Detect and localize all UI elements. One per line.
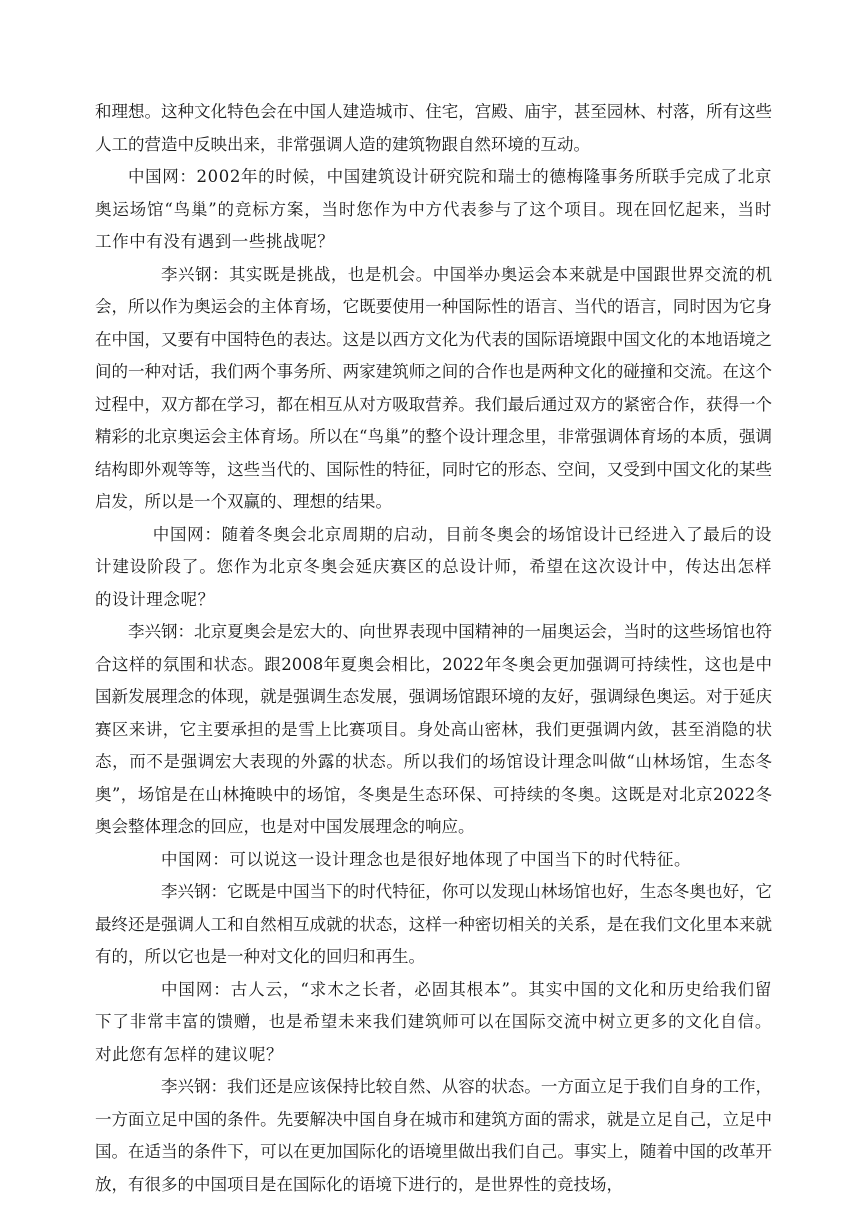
paragraph-question-winter-olympics: 中国网：随着冬奥会北京周期的启动，目前冬奥会的场馆设计已经进入了最后的设计建设阶段了。您作为北京冬奥会延庆赛区的总设计师，希望在这次设计中，传达出怎样的设计理念呢？ [95, 524, 772, 609]
paragraph-culture-continued: 和理想。这种文化特色会在中国人建造城市、住宅，宫殿、庙宇，甚至园林、村落，所有这些人工的营造中反映出来，非常强调人造的建筑物跟自然环境的互动。 [95, 102, 772, 154]
document-page [95, 96, 772, 1201]
paragraph-answer-era-features: 李兴钢：它既是中国当下的时代特征，你可以发现山林场馆也好，生态冬奥也好，它最终还是强调人工和自然相互成就的状态，这样一种密切相关的关系，是在我们文化里本来就有的，所以它也是一种对文化的回归和再生。 [95, 882, 772, 966]
paragraph-question-birds-nest: 中国网：2002年的时候，中国建筑设计研究院和瑞士的德梅隆事务所联手完成了北京奥运场馆“鸟巢”的竞标方案，当时您作为中方代表参与了这个项目。现在回忆起来，当时工作中有没有遇到一些挑战呢？ [95, 167, 772, 251]
paragraph-answer-birds-nest: 李兴钢：其实既是挑战，也是机会。中国举办奥运会本来就是中国跟世界交流的机会，所以作为奥运会的主体育场，它既要使用一种国际性的语言、当代的语言，同时因为它身在中国，又要有中国特色的表达。这是以西方文化为代表的国际语境跟中国文化的本地语境之间的一种对话，我们两个事务所、两家建筑师之间的合作也是两种文化的碰撞和交流。在这个过程中，双方都在学习，都在相互从对方吸取营养。我们最后通过双方的紧密合作，获得一个精彩的北京奥运会主体育场。所以在“鸟巢”的整个设计理念里，非常强调体育场的本质，强调结构即外观等等，这些当代的、国际性的特征，同时它的形态、空间，又受到中国文化的某些启发，所以是一个双赢的、理想的结果。 [95, 264, 772, 511]
paragraph-question-era-features: 中国网：可以说这一设计理念也是很好地体现了中国当下的时代特征。 [161, 849, 692, 869]
paragraph-answer-cultural-confidence: 李兴钢：我们还是应该保持比较自然、从容的状态。一方面立足于我们自身的工作，一方面立足中国的条件。先要解决中国自身在城市和建筑方面的需求，就是立足自己，立足中国。在适当的条件下，可以在更加国际化的语境里做出我们自己。事实上，随着中国的改革开放，有很多的中国项目是在国际化的语境下进行的，是世界性的竞技场， [95, 1077, 772, 1194]
paragraph-question-cultural-confidence: 中国网：古人云，“求木之长者，必固其根本”。其实中国的文化和历史给我们留下了非常丰富的馈赠，也是希望未来我们建筑师可以在国际交流中树立更多的文化自信。对此您有怎样的建议呢？ [95, 979, 772, 1064]
paragraph-answer-winter-olympics: 李兴钢：北京夏奥会是宏大的、向世界表现中国精神的一届奥运会，当时的这些场馆也符合这样的氛围和状态。跟2008年夏奥会相比，2022年冬奥会更加强调可持续性，这也是中国新发展理念的体现，就是强调生态发展，强调场馆跟环境的友好，强调绿色奥运。对于延庆赛区来讲，它主要承担的是雪上比赛项目。身处高山密林，我们更强调内敛，甚至消隐的状态，而不是强调宏大表现的外露的状态。所以我们的场馆设计理念叫做“山林场馆，生态冬奥”，场馆是在山林掩映中的场馆，冬奥是生态环保、可持续的冬奥。这既是对北京2022冬奥会整体理念的回应，也是对中国发展理念的响应。 [95, 622, 772, 836]
